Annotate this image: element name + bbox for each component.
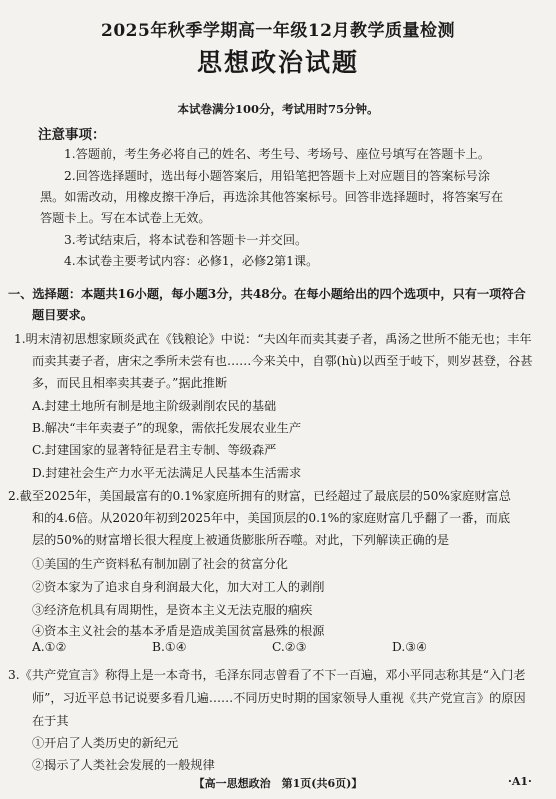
notice-line: 4.本试卷主要考试内容：必修1，必修2第1课。 [64,254,319,268]
choice-a: A.①② [32,640,67,654]
question-1-stem: 1.明末清初思想家顾炎武在《钱粮论》中说：“夫凶年而卖其妻子者，禹汤之世所不能无也；丰年 [14,332,532,346]
section-heading: 一、选择题：本题共16小题，每小题3分，共48分。在每小题给出的四个选项中，只有一项符合 [8,287,526,301]
question-1-option-a: A.封建土地所有制是地主阶级剥削农民的基础 [32,399,277,413]
question-2-stem: 和的4.6倍。从2020年初到2025年中，美国顶层的0.1%的家庭财富几乎翻了一番，而底 [32,511,511,525]
notice-heading: 注意事项： [38,127,106,143]
question-2-statement: ②资本家为了追求自身利润最大化，加大对工人的剥削 [32,580,325,594]
question-1-option-c: C.封建国家的显著特征是君主专制、等级森严 [32,443,277,457]
notice-line: 黑。如需改动，用橡皮擦干净后，再选涂其他答案标号。回答非选择题时，将答案写在 [40,190,504,204]
question-2-choices [32,640,512,654]
question-1-option-d: D.封建社会生产力水平无法满足人民基本生活需求 [32,466,302,480]
subject-title: 思想政治试题 [196,48,359,77]
exam-title: 2025年秋季学期高一年级12月教学质量检测 [101,21,455,41]
question-2-stem: 2.截至2025年，美国最富有的0.1%家庭所拥有的财富，已经超过了最底层的50%家庭财富总 [8,489,511,503]
choice-c: C.②③ [272,640,307,654]
question-2-stem: 层的50%的财富增长很大程度上被通货膨胀所吞噬。对此，下列解读正确的是 [32,533,450,547]
question-1-stem: 多，而民且相率卖其妻子。”据此推断 [32,376,228,390]
page-footer: 【高一思想政治 第1页(共6页)】 [193,777,363,790]
section-heading-cont: 题目要求。 [32,308,93,322]
question-1-option-b: B.解决“丰年卖妻子”的现象，需依托发展农业生产 [32,421,302,435]
question-1-stem: 而卖其妻子者，唐宋之季所未尝有也……今来关中，自鄠(hù)以西至于岐下，则岁甚登，谷甚 [32,354,533,368]
question-2-statement: ④资本主义社会的基本矛盾是造成美国贫富悬殊的根源 [32,624,325,638]
choice-b: B.①④ [152,640,187,654]
question-3-stem: 在于其 [32,714,69,728]
question-3-statement: ②揭示了人类社会发展的一般规律 [32,758,215,772]
choice-d: D.③④ [392,640,428,654]
paper-code: ·A1· [508,775,532,788]
question-3-stem: 3.《共产党宣言》称得上是一本奇书，毛泽东同志曾看了不下一百遍，邓小平同志称其是“入门老 [8,668,526,682]
exam-info: 本试卷满分100分，考试用时75分钟。 [177,102,379,116]
question-3-statement: ①开启了人类历史的新纪元 [32,736,179,750]
notice-line: 3.考试结束后，将本试卷和答题卡一并交回。 [64,233,308,247]
notice-line: 1.答题前，考生务必将自己的姓名、考生号、考场号、座位号填写在答题卡上。 [64,147,491,161]
notice-line: 答题卡上。写在本试卷上无效。 [40,211,211,225]
question-2-statement: ③经济危机具有周期性，是资本主义无法克服的痼疾 [32,603,313,617]
question-3-stem: 师”，习近平总书记说要多看几遍……不同历史时期的国家领导人重视《共产党宣言》的原因 [32,691,526,705]
question-2-statement: ①美国的生产资料私有制加剧了社会的贫富分化 [32,557,288,571]
notice-line: 2.回答选择题时，选出每小题答案后，用铅笔把答题卡上对应题目的答案标号涂 [64,169,491,183]
